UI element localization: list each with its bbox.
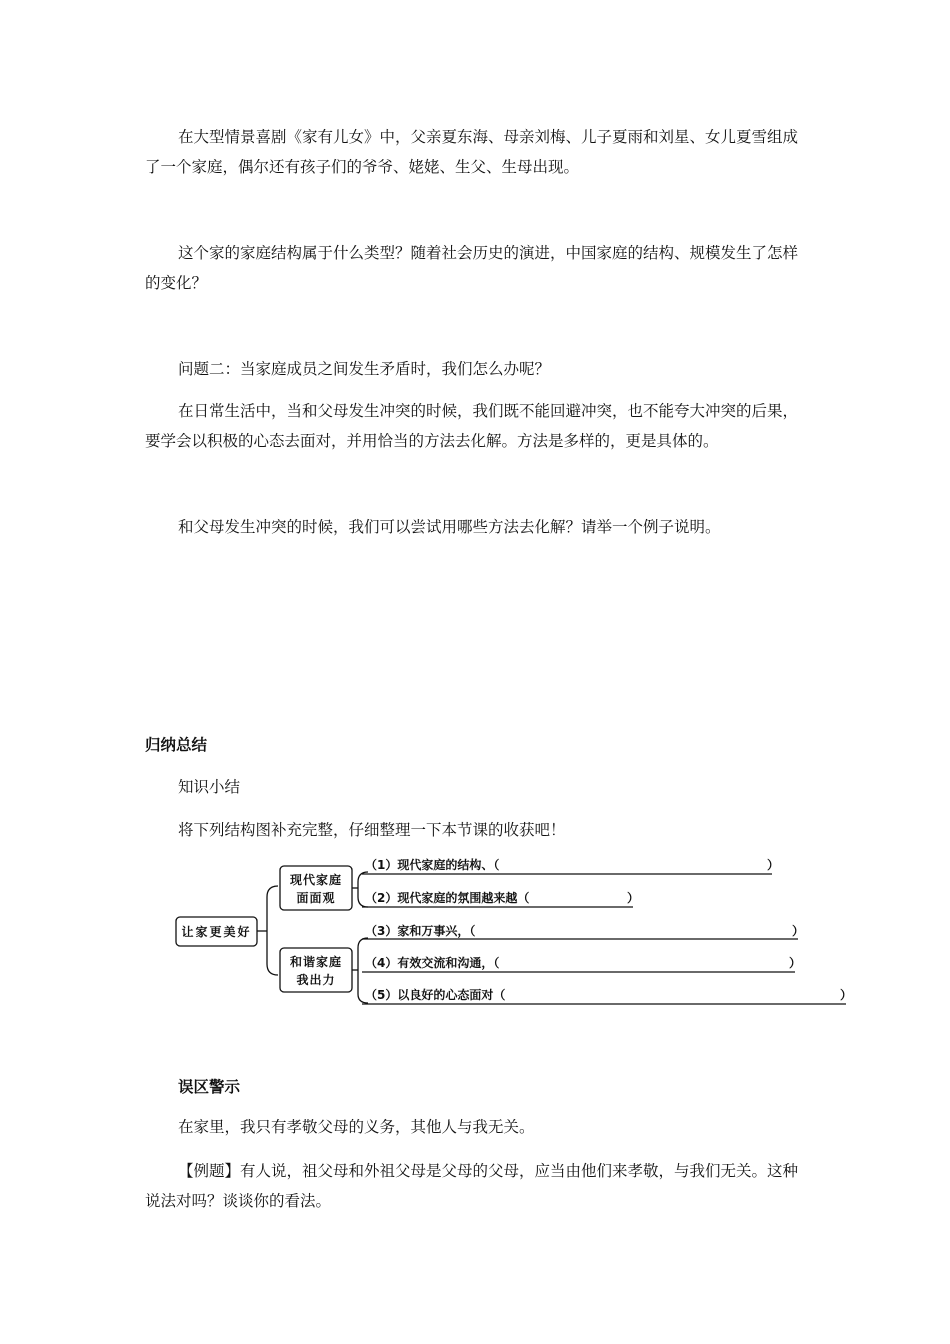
map-item-3: （3）家和万事兴，（ [365, 924, 476, 938]
map-item-3-close: ） [792, 924, 805, 938]
map-item-1-close: ） [767, 858, 780, 872]
root-bracket [267, 886, 278, 975]
conflict-question: 和父母发生冲突的时候，我们可以尝试用哪些方法去化解？请举一个例子说明。 [178, 518, 721, 536]
branch1-label-line1: 现代家庭 [289, 873, 343, 887]
intro-paragraph: 在大型情景喜剧《家有儿女》中，父亲夏东海、母亲刘梅、儿子夏雨和刘星、女儿夏雪组成了一个家庭，偶尔还有孩子们的爷爷、姥姥、生父、生母出现。 [145, 128, 799, 176]
map-item-4-close: ） [789, 956, 802, 970]
map-item-4: （4）有效交流和沟通，（ [365, 956, 500, 970]
summary-instruction: 将下列结构图补充完整，仔细整理一下本节课的收获吧！ [178, 821, 566, 839]
map-item-5: （5）以良好的心态面对（ [365, 988, 506, 1002]
summary-subheading: 知识小结 [178, 778, 241, 796]
warning-statement: 在家里，我只有孝敬父母的义务，其他人与我无关。 [178, 1118, 535, 1136]
root-label: 让家更美好 [181, 925, 252, 939]
warning-heading: 误区警示 [178, 1078, 241, 1096]
branch2-label-line1: 和谐家庭 [289, 955, 343, 969]
branch2-label-line2: 我出力 [296, 973, 336, 987]
question-paragraph: 这个家的家庭结构属于什么类型？随着社会历史的演进，中国家庭的结构、规模发生了怎样的变化？ [145, 244, 799, 292]
example-question: 【例题】有人说，祖父母和外祖父母是父母的父母，应当由他们来孝敬，与我们无关。这种说法对吗？谈谈你的看法。 [145, 1162, 799, 1210]
conflict-paragraph: 在日常生活中，当和父母发生冲突的时候，我们既不能回避冲突，也不能夸大冲突的后果，要学会以积极的心态去面对，并用恰当的方法去化解。方法是多样的，更是具体的。 [145, 402, 799, 450]
map-item-1: （1）现代家庭的结构、（ [365, 858, 500, 872]
map-item-5-close: ） [840, 988, 853, 1002]
summary-heading: 归纳总结 [145, 736, 208, 754]
branch1-label-line2: 面面观 [296, 891, 336, 905]
map-item-2: （2）现代家庭的氛围越来越（ [365, 891, 530, 905]
map-item-2-close: ） [627, 891, 640, 905]
problem-two-heading: 问题二：当家庭成员之间发生矛盾时，我们怎么办呢？ [178, 360, 551, 378]
